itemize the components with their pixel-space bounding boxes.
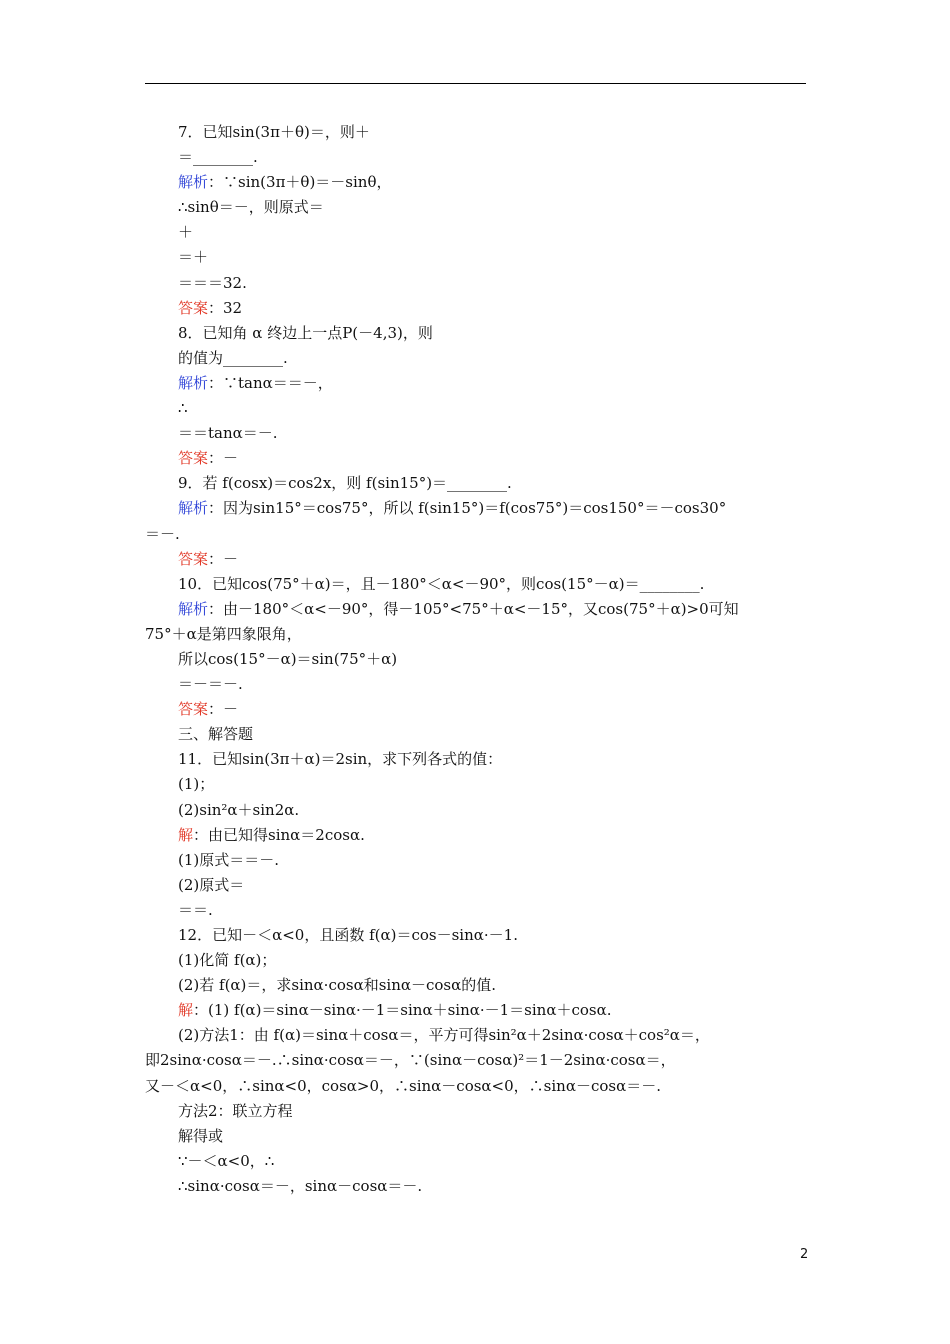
line-text: ＝________. <box>178 148 258 167</box>
line-text: ＝－. <box>145 524 180 543</box>
answer-label: 解 <box>178 1001 194 1020</box>
line-text: 75°＋α是第四象限角， <box>145 624 302 643</box>
line-text: (2)方法1：由 f(α)＝sinα＋cosα＝，平方可得sin²α＋2sinα·cosα＋cos²α＝， <box>178 1026 710 1045</box>
line-text: 12．已知－＜α<0，且函数 f(α)＝cos－sinα·－1. <box>178 926 518 944</box>
text-line <box>145 747 825 772</box>
text-line <box>145 823 825 848</box>
line-text: (1)原式＝＝－. <box>178 850 280 869</box>
text-line <box>145 547 825 572</box>
text-line <box>145 973 825 998</box>
text-line <box>145 697 825 722</box>
text-line <box>145 321 825 346</box>
line-text: (2)原式＝ <box>178 875 245 894</box>
line-text: ：∵tanα＝＝－， <box>208 373 333 392</box>
analysis-label: 解析 <box>178 599 209 618</box>
line-text: (2)sin²α＋sin2α. <box>178 800 300 819</box>
text-line <box>145 1074 825 1099</box>
line-text: ：由－180°＜α<－90°，得－105°<75°＋α<－15°，又cos(75°＋α)>0可知 <box>208 599 739 618</box>
line-text: ：∵sin(3π＋θ)＝－sinθ， <box>208 173 392 192</box>
text-line <box>145 195 825 220</box>
answer-label: 答案 <box>178 700 209 719</box>
analysis-label: 解析 <box>178 173 209 192</box>
line-text: ＝＋ <box>178 248 209 267</box>
line-text: ＝－＝－. <box>178 675 243 694</box>
line-text: ＝＝tanα＝－. <box>178 424 278 443</box>
text-line <box>145 396 825 421</box>
text-line <box>145 522 825 547</box>
line-text: 8．已知角 α 终边上一点P(－4,3)，则 <box>178 323 433 342</box>
line-text: (1)化简 f(α)； <box>178 951 277 970</box>
line-text: ＋ <box>178 223 194 242</box>
line-text: 的值为________. <box>178 348 288 367</box>
line-text: (2)若 f(α)＝，求sinα·cosα和sinα－cosα的值. <box>178 976 497 995</box>
line-text: 所以cos(15°－α)＝sin(75°＋α) <box>178 649 398 668</box>
text-line <box>145 998 825 1023</box>
text-line <box>145 421 825 446</box>
text-line <box>145 1099 825 1124</box>
text-line <box>145 1124 825 1149</box>
text-line <box>145 145 825 170</box>
line-text: 10．已知cos(75°＋α)＝，且－180°＜α<－90°，则cos(15°－α)＝________. <box>178 574 705 593</box>
line-text: 7．已知sin(3π＋θ)＝，则＋ <box>178 123 370 141</box>
line-text: ：－ <box>208 700 239 719</box>
text-line <box>145 798 825 823</box>
answer-label: 解 <box>178 825 194 844</box>
line-text: ＝＝. <box>178 900 213 919</box>
text-line <box>145 496 825 521</box>
text-line <box>145 898 825 923</box>
text-line <box>145 1048 825 1073</box>
text-line <box>145 597 825 622</box>
analysis-label: 解析 <box>178 373 209 392</box>
text-line <box>145 1174 825 1199</box>
line-text: 9．若 f(cosx)＝cos2x，则 f(sin15°)＝________. <box>178 474 512 493</box>
text-line <box>145 220 825 245</box>
text-line <box>145 873 825 898</box>
line-text: ∴sinα·cosα＝－，sinα－cosα＝－. <box>178 1176 423 1195</box>
header-rule <box>145 83 806 84</box>
answer-label: 答案 <box>178 298 209 317</box>
answer-label: 答案 <box>178 449 209 468</box>
line-text: ∴ <box>178 399 188 418</box>
text-line <box>145 622 825 647</box>
line-text: 方法2：联立方程 <box>178 1101 293 1120</box>
line-text: 又－＜α<0，∴sinα<0，cosα>0，∴sinα－cosα<0，∴sinα－cosα＝－. <box>145 1076 661 1095</box>
line-text: ：－ <box>208 549 239 568</box>
line-text: ∵－＜α<0，∴ <box>178 1151 275 1170</box>
analysis-label: 解析 <box>178 499 209 518</box>
line-text: 解得或 <box>178 1126 224 1145</box>
line-text: 三、解答题 <box>178 725 254 744</box>
text-line <box>145 296 825 321</box>
line-text: 即2sinα·cosα＝－.∴sinα·cosα＝－，∵(sinα－cosα)²＝1－2sinα·cosα＝， <box>145 1051 676 1070</box>
line-text: ：－ <box>208 449 239 468</box>
text-line <box>145 848 825 873</box>
text-line <box>145 471 825 496</box>
line-text: 11．已知sin(3π＋α)＝2sin，求下列各式的值： <box>178 750 503 769</box>
page-number: 2 <box>800 1247 809 1262</box>
text-line <box>145 948 825 973</box>
text-line <box>145 1149 825 1174</box>
text-line <box>145 672 825 697</box>
line-text: ：(1) f(α)＝sinα－sinα·－1＝sinα＋sinα·－1＝sinα＋cosα. <box>193 1001 612 1020</box>
line-text: ＝＝＝32. <box>178 273 247 292</box>
line-text: (1)； <box>178 775 215 794</box>
text-line <box>145 170 825 195</box>
text-line <box>145 722 825 747</box>
text-line <box>145 245 825 270</box>
text-line <box>145 647 825 672</box>
text-line <box>145 1023 825 1048</box>
text-line <box>145 120 825 145</box>
document-body <box>145 120 825 1199</box>
text-line <box>145 371 825 396</box>
line-text: ∴sinθ＝－，则原式＝ <box>178 198 324 217</box>
text-line <box>145 923 825 948</box>
text-line <box>145 346 825 371</box>
text-line <box>145 772 825 797</box>
text-line <box>145 271 825 296</box>
text-line <box>145 572 825 597</box>
line-text: ：因为sin15°＝cos75°，所以 f(sin15°)＝f(cos75°)＝cos150°＝－cos30° <box>208 499 727 518</box>
line-text: ：由已知得sinα＝2cosα. <box>193 825 365 844</box>
text-line <box>145 446 825 471</box>
answer-label: 答案 <box>178 549 209 568</box>
line-text: ：32 <box>208 298 243 317</box>
